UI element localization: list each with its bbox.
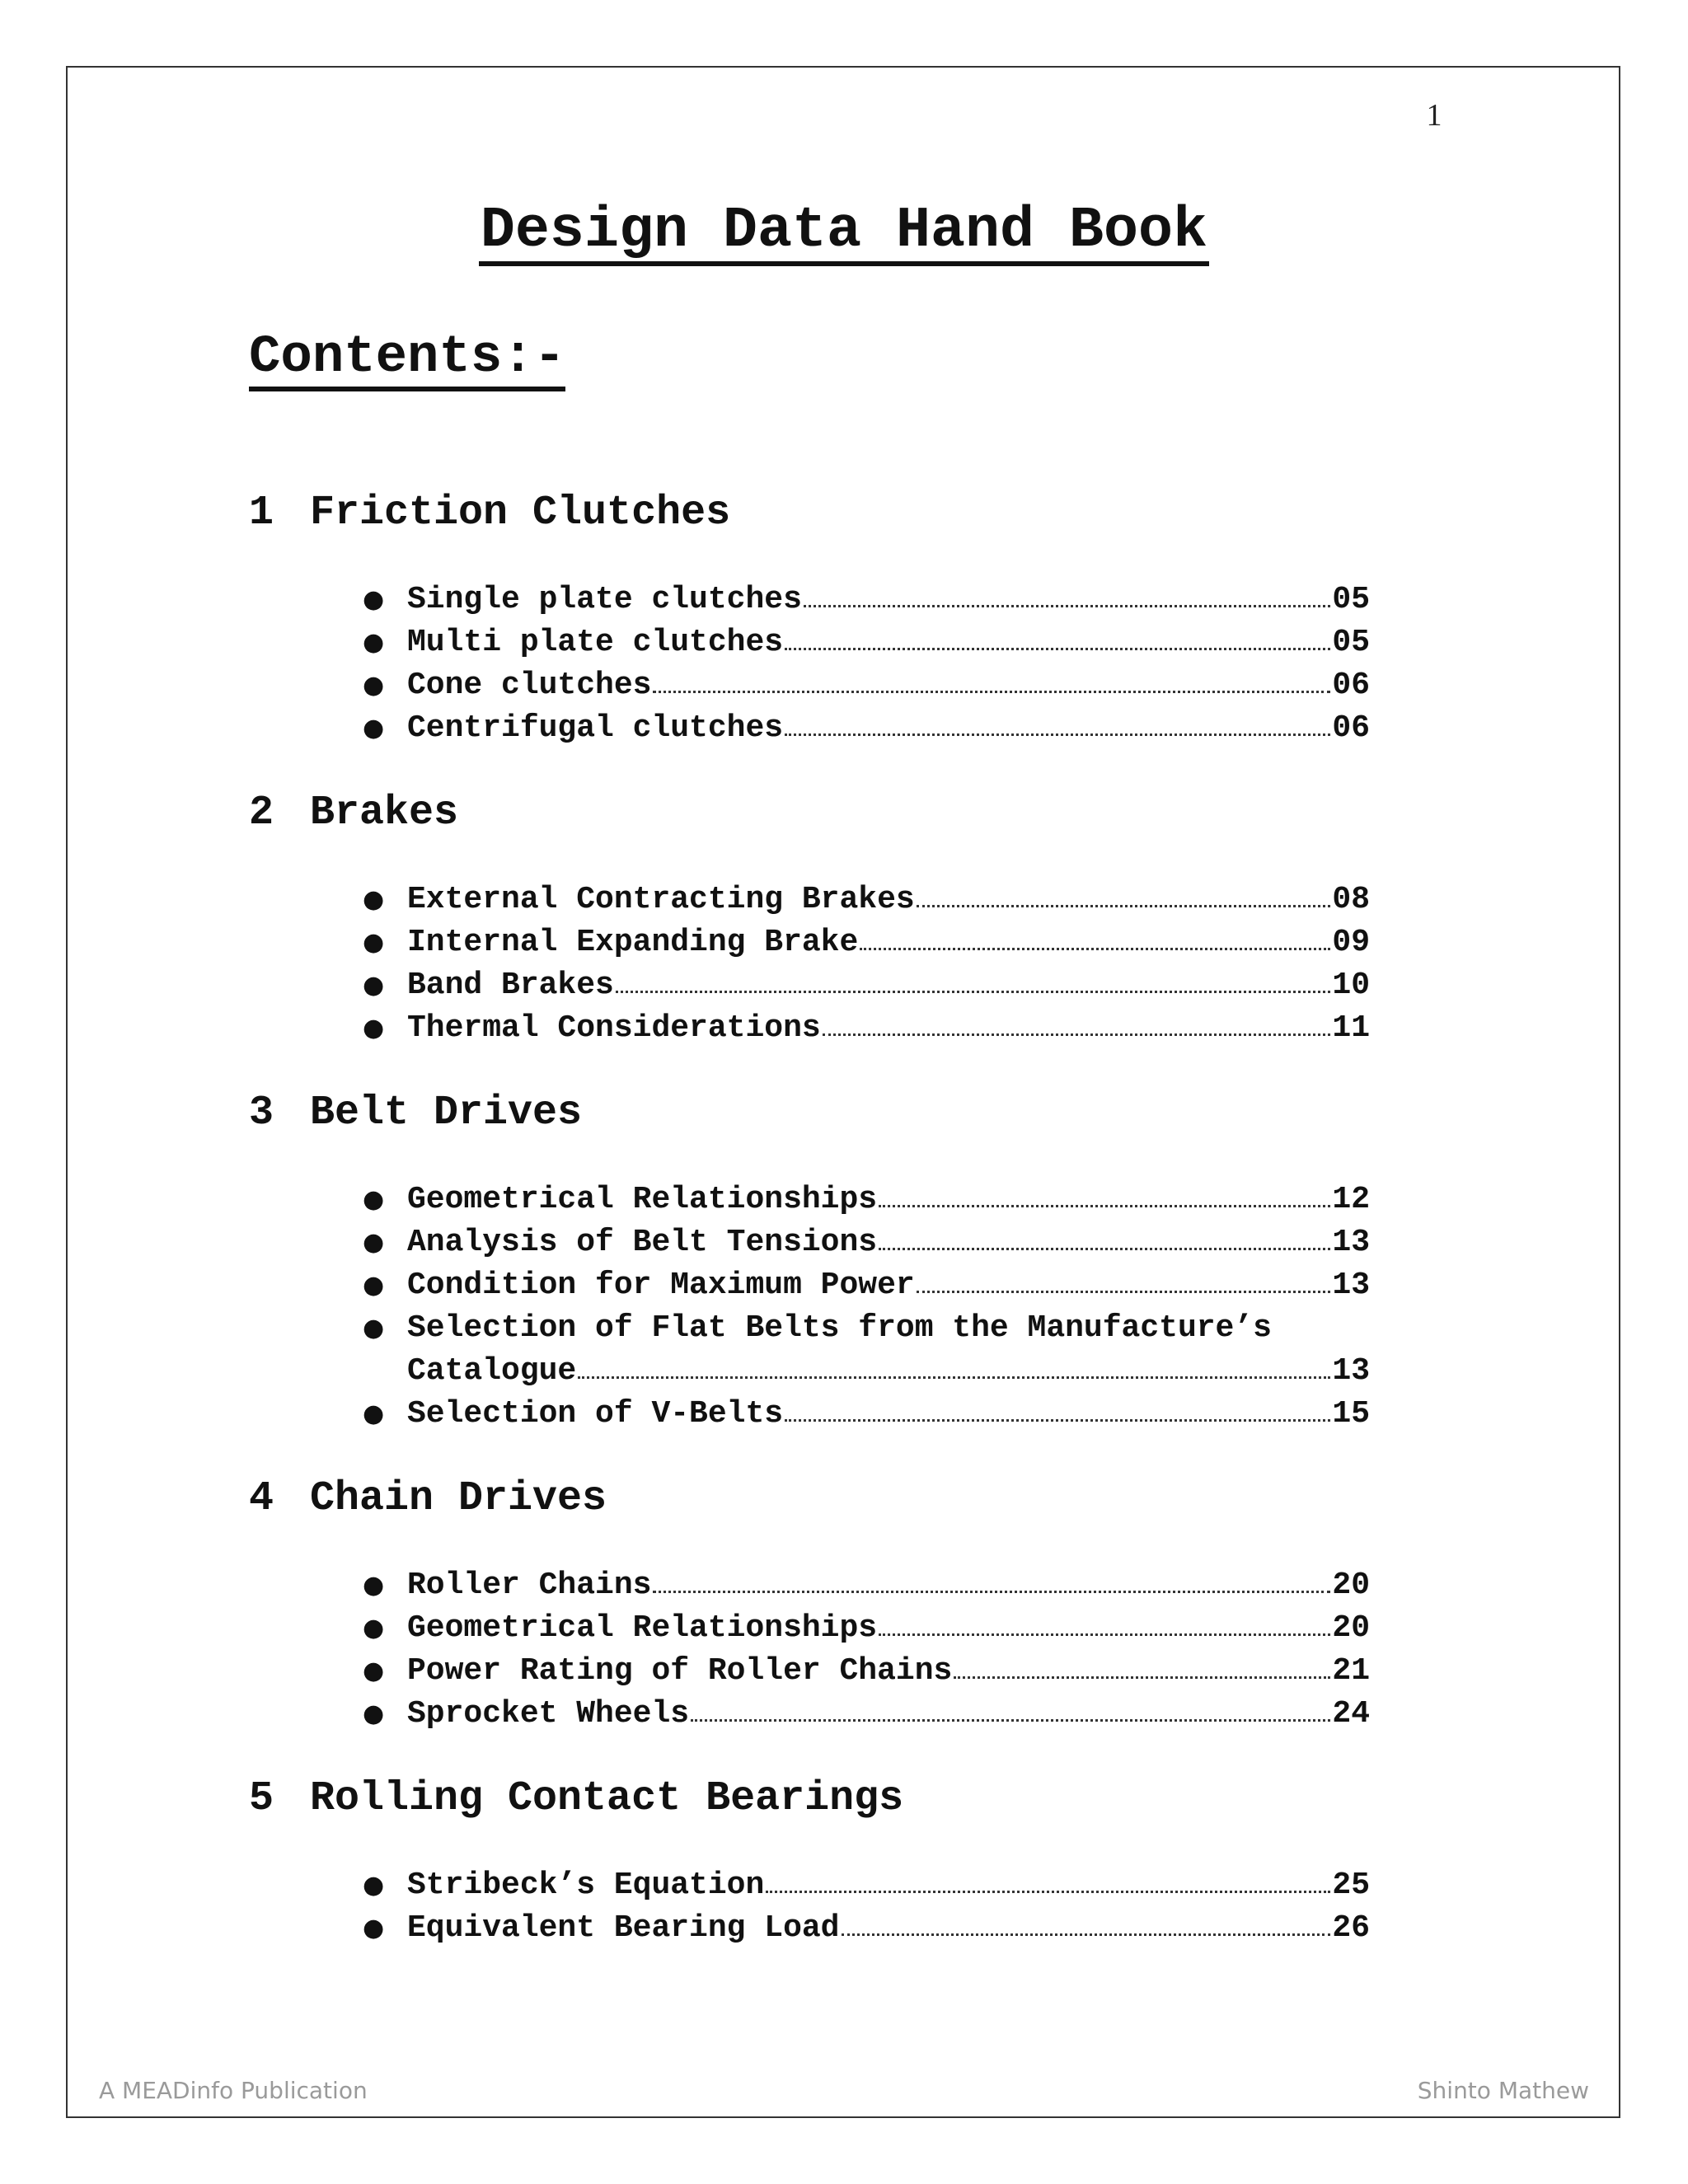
section-heading[interactable] <box>249 1470 1370 1528</box>
entry-list <box>249 1564 1370 1736</box>
entry-page-number: 09 <box>1332 925 1370 960</box>
bullet-icon: ● <box>363 1914 385 1943</box>
toc-entry[interactable] <box>356 1264 1370 1307</box>
contents-heading <box>249 328 565 391</box>
toc-section <box>249 1470 1370 1736</box>
bullet-icon: ● <box>363 1271 385 1300</box>
entry-title: Internal Expanding Brake <box>407 925 859 960</box>
entry-title: Multi plate clutches <box>407 625 784 660</box>
toc-entry[interactable] <box>356 1564 1370 1607</box>
toc-entry[interactable] <box>356 1864 1370 1907</box>
entry-page-number: 13 <box>1332 1225 1370 1260</box>
entry-page-number: 13 <box>1332 1268 1370 1303</box>
entry-page-number: 10 <box>1332 968 1370 1003</box>
entry-title: Stribeck’s Equation <box>407 1868 765 1903</box>
dot-leader <box>578 1376 1330 1379</box>
section-number: 4 <box>249 1475 274 1522</box>
dot-leader <box>879 1205 1330 1207</box>
section-heading[interactable] <box>249 1085 1370 1142</box>
entry-title: Sprocket Wheels <box>407 1696 690 1732</box>
toc-entry[interactable] <box>356 1179 1370 1221</box>
entry-title: Roller Chains <box>407 1568 652 1603</box>
section-title: Chain Drives <box>310 1475 607 1522</box>
table-of-contents <box>249 485 1370 1985</box>
dot-leader <box>804 605 1331 607</box>
entry-page-number: 13 <box>1332 1353 1370 1389</box>
bullet-icon: ● <box>363 1228 385 1257</box>
dot-leader <box>954 1676 1330 1679</box>
entry-list <box>249 579 1370 750</box>
entry-title: Cone clutches <box>407 668 652 703</box>
document-title <box>0 194 1688 269</box>
section-title: Belt Drives <box>310 1090 583 1137</box>
entry-title: Analysis of Belt Tensions <box>407 1225 878 1260</box>
entry-page-number: 05 <box>1332 625 1370 660</box>
dot-leader <box>842 1933 1331 1936</box>
toc-entry[interactable] <box>356 621 1370 664</box>
entry-title: Selection of V-Belts <box>407 1396 784 1432</box>
bullet-icon: ● <box>363 1871 385 1900</box>
entry-title: Selection of Flat Belts from the Manufacture’s <box>407 1310 1272 1346</box>
bullet-icon: ● <box>363 885 385 914</box>
section-number: 5 <box>249 1775 274 1822</box>
entry-title-continuation-line <box>407 1350 1370 1393</box>
dot-leader <box>917 905 1331 907</box>
entry-page-number: 26 <box>1332 1910 1370 1946</box>
bullet-icon: ● <box>363 1657 385 1685</box>
bullet-icon: ● <box>363 671 385 700</box>
section-heading[interactable] <box>249 785 1370 842</box>
bullet-icon: ● <box>363 1571 385 1600</box>
entry-page-number: 20 <box>1332 1610 1370 1646</box>
toc-entry[interactable] <box>356 1221 1370 1264</box>
entry-list <box>249 1179 1370 1436</box>
entry-page-number: 05 <box>1332 582 1370 617</box>
section-title: Brakes <box>310 790 459 837</box>
contents-heading-text: Contents:- <box>249 329 565 391</box>
entry-title: Single plate clutches <box>407 582 802 617</box>
entry-title: Power Rating of Roller Chains <box>407 1653 953 1689</box>
entry-list <box>249 1864 1370 1950</box>
toc-entry[interactable] <box>356 579 1370 621</box>
entry-page-number: 11 <box>1332 1010 1370 1046</box>
bullet-icon: ● <box>363 1399 385 1428</box>
bullet-icon: ● <box>363 1014 385 1043</box>
dot-leader <box>653 691 1330 693</box>
dot-leader <box>766 1891 1330 1893</box>
toc-entry[interactable] <box>356 1693 1370 1736</box>
entry-page-number: 08 <box>1332 882 1370 917</box>
entry-title: External Contracting Brakes <box>407 882 915 917</box>
toc-entry[interactable] <box>356 664 1370 707</box>
entry-page-number: 21 <box>1332 1653 1370 1689</box>
document-title-text: Design Data Hand Book <box>479 202 1209 266</box>
bullet-icon: ● <box>363 1614 385 1643</box>
entry-title: Geometrical Relationships <box>407 1182 878 1217</box>
entry-page-number: 24 <box>1332 1696 1370 1732</box>
bullet-icon: ● <box>363 628 385 657</box>
entry-title: Band Brakes <box>407 968 614 1003</box>
section-number: 2 <box>249 790 274 837</box>
toc-entry[interactable] <box>356 1607 1370 1650</box>
toc-section <box>249 1085 1370 1436</box>
dot-leader <box>691 1719 1330 1722</box>
section-number: 1 <box>249 490 274 537</box>
toc-entry[interactable] <box>356 1393 1370 1436</box>
bullet-icon: ● <box>363 928 385 957</box>
dot-leader <box>823 1033 1331 1036</box>
entry-page-number: 06 <box>1332 710 1370 746</box>
entry-page-number: 20 <box>1332 1568 1370 1603</box>
toc-entry[interactable] <box>356 921 1370 964</box>
bullet-icon: ● <box>363 1314 385 1343</box>
entry-title: Thermal Considerations <box>407 1010 821 1046</box>
entry-page-number: 12 <box>1332 1182 1370 1217</box>
dot-leader <box>785 733 1330 736</box>
section-heading[interactable] <box>249 485 1370 542</box>
dot-leader <box>785 648 1330 650</box>
entry-page-number: 06 <box>1332 668 1370 703</box>
bullet-icon: ● <box>363 585 385 614</box>
toc-entry[interactable] <box>356 707 1370 750</box>
dot-leader <box>616 991 1331 993</box>
entry-title: Geometrical Relationships <box>407 1610 878 1646</box>
entry-list <box>249 879 1370 1050</box>
dot-leader <box>653 1591 1330 1593</box>
dot-leader <box>860 948 1330 950</box>
entry-title-line2: Catalogue <box>407 1353 577 1389</box>
dot-leader <box>785 1419 1330 1422</box>
dot-leader <box>879 1248 1330 1250</box>
dot-leader <box>917 1291 1331 1293</box>
bullet-icon: ● <box>363 714 385 743</box>
entry-title: Centrifugal clutches <box>407 710 784 746</box>
toc-entry[interactable] <box>356 1307 1370 1393</box>
toc-section <box>249 1770 1370 1950</box>
entry-title: Equivalent Bearing Load <box>407 1910 840 1946</box>
toc-entry[interactable] <box>356 879 1370 921</box>
footer-publisher: A MEADinfo Publication <box>99 2077 368 2104</box>
toc-entry[interactable] <box>356 964 1370 1007</box>
bullet-icon: ● <box>363 971 385 1000</box>
bullet-icon: ● <box>363 1185 385 1214</box>
toc-entry[interactable] <box>356 1907 1370 1950</box>
entry-page-number: 25 <box>1332 1868 1370 1903</box>
toc-entry[interactable] <box>356 1650 1370 1693</box>
entry-title: Condition for Maximum Power <box>407 1268 915 1303</box>
dot-leader <box>879 1633 1330 1636</box>
section-number: 3 <box>249 1090 274 1137</box>
section-heading[interactable] <box>249 1770 1370 1828</box>
section-title: Friction Clutches <box>310 490 731 537</box>
footer-author: Shinto Mathew <box>1417 2077 1589 2104</box>
section-title: Rolling Contact Bearings <box>310 1775 904 1822</box>
toc-entry[interactable] <box>356 1007 1370 1050</box>
bullet-icon: ● <box>363 1699 385 1728</box>
toc-section <box>249 785 1370 1050</box>
toc-section <box>249 485 1370 750</box>
entry-page-number: 15 <box>1332 1396 1370 1432</box>
page-number: 1 <box>1426 98 1442 133</box>
